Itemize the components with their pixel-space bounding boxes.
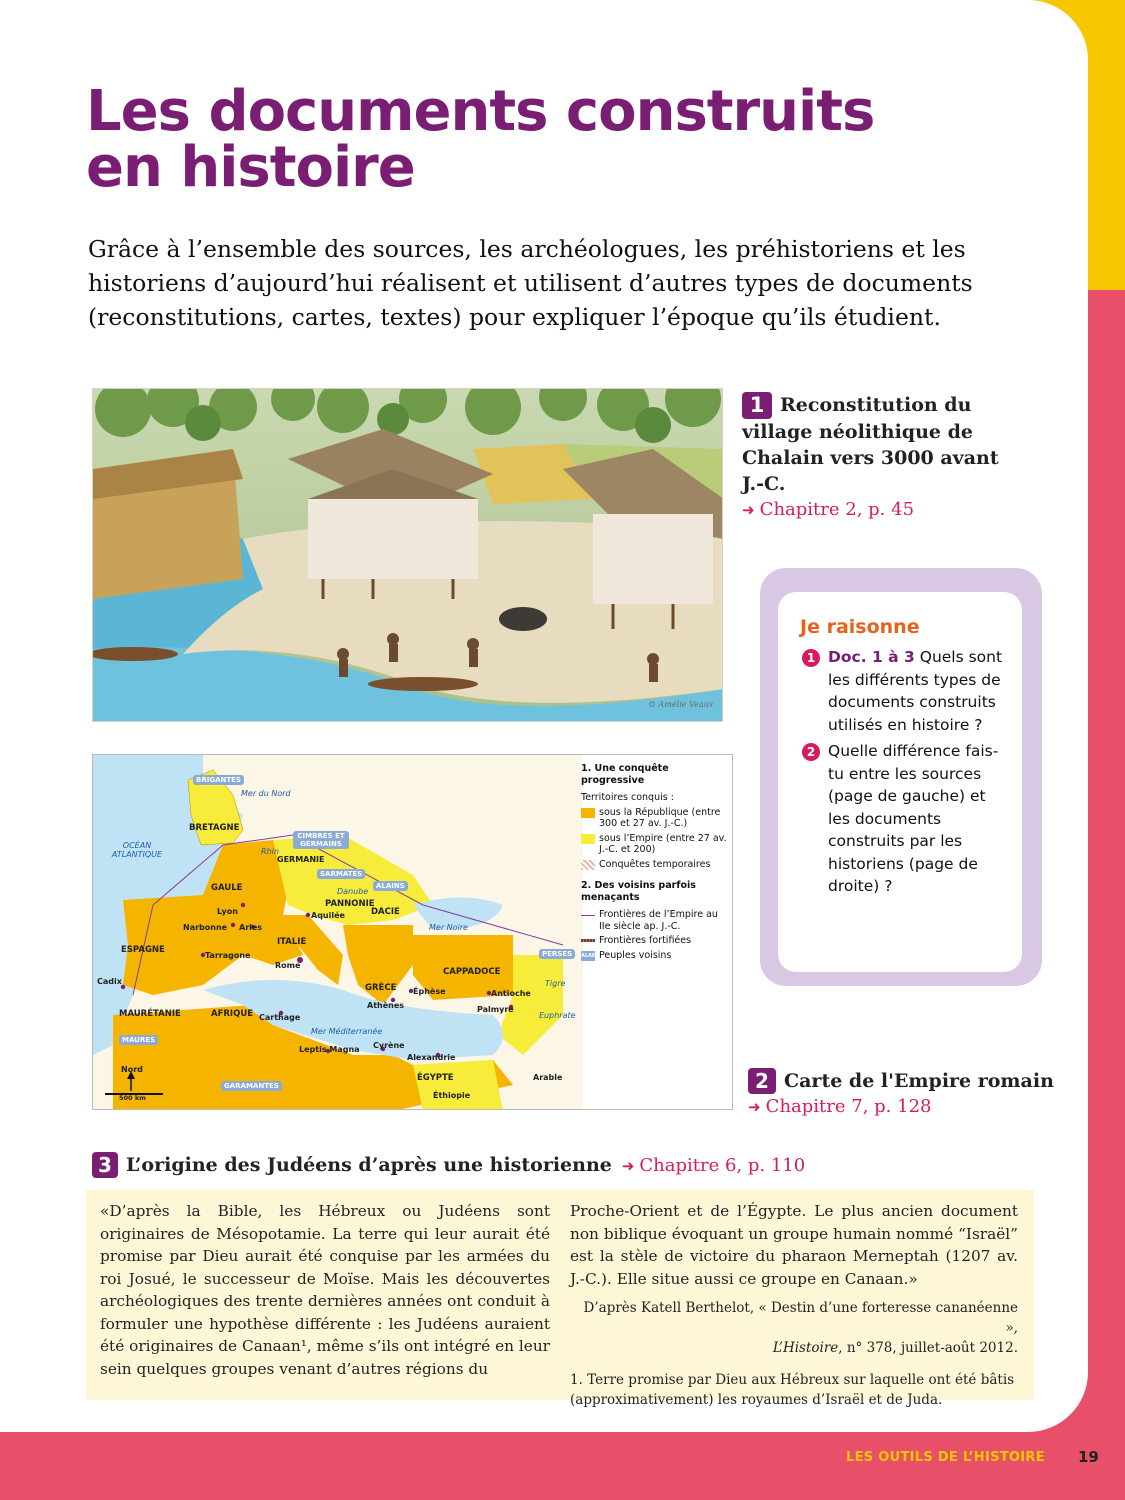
- label-alexandrie: Alexandrie: [407, 1053, 456, 1062]
- doc1-caption: [742, 392, 1002, 523]
- doc3-column-2-text: Proche-Orient et de l’Égypte. Le plus ancien document non biblique évoquant un groupe humain nommé “Israël” est la stèle de victoire du pharaon Merneptah (1207 av. J.-C.). Elle situe aussi ce groupe en Canaan.»: [570, 1202, 1018, 1288]
- label-euphrate: Euphrate: [539, 1011, 576, 1020]
- doc2-caption: [748, 1068, 1068, 1120]
- label-nord: Nord: [121, 1065, 143, 1074]
- label-tarragone: Tarragone: [205, 951, 251, 960]
- doc3-title: L’origine des Judéens d’après une historienne: [126, 1154, 612, 1176]
- doc3-column-1: «D’après la Bible, les Hébreux ou Judéens sont originaires de Mésopotamie. La terre qui leur aurait été promise par Dieu aurait été conquise par les armées du roi Josué, le successeur de Moïse. Mais les découvertes archéologiques des trente dernières années ont conduit à formuler une hypothèse différente : les Judéens auraient été originaires de Canaan¹, même s’ils ont intégré en leur sein quelques groupes venant d’autres régions du: [100, 1202, 550, 1378]
- legend-subheading: Territoires conquis :: [581, 792, 674, 803]
- doc3-source: D’après Katell Berthelot, « Destin d’une forteresse cananéenne », L’Histoire, n° 378, juillet-août 2012.: [583, 1300, 1018, 1356]
- temporary-swatch: [581, 860, 595, 870]
- reason-box: [778, 592, 1022, 972]
- doc3-column-2: [570, 1200, 1018, 1410]
- label-mer-du-nord: Mer du Nord: [241, 789, 291, 798]
- label-arles: Arles: [239, 923, 263, 932]
- frontier-swatch: [581, 915, 595, 916]
- legend-heading-2: 2. Des voisins parfois menaçants: [581, 880, 696, 903]
- label-cappadoce: CAPPADOCE: [443, 967, 501, 977]
- label-ocean: OCÉAN ATLANTIQUE: [111, 841, 163, 859]
- doc2-number-badge: 2: [748, 1068, 776, 1094]
- legend-item-frontier: Frontières de l’Empire au IIe siècle ap. J.-C.: [581, 909, 731, 932]
- peoples-swatch: ALANS: [581, 952, 600, 959]
- doc3-text-box: [86, 1190, 1034, 1408]
- label-lyon: Lyon: [217, 907, 238, 916]
- label-mer-noire: Mer Noire: [429, 923, 468, 932]
- title-line-1: Les documents construits: [86, 79, 875, 144]
- label-scale: 500 km: [119, 1094, 146, 1102]
- label-aquilee: Aquilée: [311, 911, 345, 920]
- intro-paragraph: Grâce à l’ensemble des sources, les archéologues, les préhistoriens et les historiens d’aujourd’hui réalisent et utilisent d’autres types de documents (reconstitutions, cartes, textes) pour expliquer l’époque qu’ils étudient.: [88, 235, 973, 331]
- doc3-caption: [92, 1152, 812, 1179]
- label-italie: ITALIE: [277, 937, 307, 947]
- label-cyrene: Cyrène: [373, 1041, 405, 1050]
- question-1-ref: Doc. 1 à 3: [828, 648, 915, 666]
- label-germanie: GERMANIE: [277, 855, 325, 864]
- label-maures: MAURES: [119, 1035, 158, 1045]
- label-perses: PERSES: [539, 949, 575, 959]
- label-espagne: ESPAGNE: [121, 945, 165, 955]
- legend-item-fortified: Frontières fortifiées: [581, 935, 731, 947]
- label-danube: Danube: [337, 887, 369, 896]
- doc3-chapter-link[interactable]: Chapitre 6, p. 110: [639, 1155, 806, 1176]
- arrow-icon: ➜: [616, 1157, 635, 1175]
- label-ethiopie: Éthiopie: [433, 1091, 471, 1100]
- label-arable: Arable: [533, 1073, 563, 1082]
- label-leptis-magna: Leptis Magna: [299, 1045, 360, 1054]
- label-cadix: Cadix: [97, 977, 122, 986]
- label-egypte: ÉGYPTE: [417, 1073, 454, 1083]
- legend-heading-1: 1. Une conquête progressive: [581, 763, 669, 786]
- label-sarmates: SARMATES: [317, 869, 365, 879]
- arrow-icon: ➜: [742, 501, 755, 519]
- label-mer-mediterranee: Mer Méditerranée: [311, 1027, 383, 1036]
- empire-swatch: [581, 834, 595, 844]
- question-1: [800, 646, 1004, 736]
- label-dacie: DACIE: [371, 907, 400, 917]
- republic-swatch: [581, 808, 595, 818]
- label-afrique: AFRIQUE: [211, 1009, 254, 1019]
- question-2: [800, 740, 1004, 898]
- label-cimbres: CIMBRES ET GERMAINS: [293, 831, 349, 849]
- doc1-number-badge: 1: [742, 392, 772, 419]
- label-alains: ALAINS: [373, 881, 408, 891]
- label-narbonne: Narbonne: [183, 923, 228, 932]
- label-rome: Rome: [275, 961, 301, 970]
- doc3-footnote: 1. Terre promise par Dieu aux Hébreux sur laquelle ont été bâtis (approximativement) les royaumes d’Israël et de Juda.: [570, 1372, 1015, 1408]
- label-palmyre: Palmyre: [477, 1005, 514, 1014]
- arrow-icon: ➜: [748, 1098, 761, 1116]
- title-line-2: en histoire: [86, 135, 415, 200]
- label-garamantes: GARAMANTES: [221, 1081, 282, 1091]
- reason-title: Je raisonne: [800, 616, 920, 638]
- label-gaule: GAULE: [211, 883, 243, 893]
- map-legend: [581, 763, 731, 964]
- label-grece: GRÈCE: [365, 983, 397, 993]
- question-1-number: 1: [802, 649, 820, 667]
- question-2-number: 2: [802, 743, 820, 761]
- question-1-text: Quels sont les différents types de documents construits utilisés en histoire ?: [828, 648, 1003, 734]
- legend-item-temporary: Conquêtes temporaires: [581, 859, 731, 871]
- label-rhin: Rhin: [261, 847, 279, 856]
- page-number: 19: [1078, 1448, 1099, 1466]
- legend-item-empire: sous l’Empire (entre 27 av. J.-C. et 200): [581, 833, 731, 856]
- fortified-swatch: [581, 939, 595, 942]
- label-athenes: Athènes: [367, 1001, 405, 1010]
- doc2-chapter-link[interactable]: Chapitre 7, p. 128: [765, 1096, 932, 1117]
- label-antioche: Antioche: [491, 989, 531, 998]
- doc1-title: Reconstitution du village néolithique de Chalain vers 3000 avant J.-C.: [742, 394, 999, 495]
- doc1-chapter-link[interactable]: Chapitre 2, p. 45: [759, 499, 915, 520]
- label-carthage: Carthage: [259, 1013, 301, 1022]
- label-pannonie: PANNONIE: [325, 899, 375, 909]
- label-brigantes: BRIGANTES: [193, 775, 244, 785]
- legend-item-peoples: ALANS Peuples voisins: [581, 949, 672, 961]
- roman-empire-map: [92, 754, 733, 1110]
- illustration-signature: © Amélie Veaux: [648, 700, 714, 709]
- neolithic-village-illustration: [92, 388, 723, 722]
- label-ephese: Éphèse: [413, 987, 446, 996]
- doc2-title: Carte de l'Empire romain: [784, 1070, 1054, 1092]
- page-title: [86, 79, 1046, 200]
- label-mauretanie: MAURÉTANIE: [119, 1009, 181, 1019]
- label-bretagne: BRETAGNE: [189, 823, 240, 833]
- label-tigre: Tigre: [545, 979, 566, 988]
- footer-section-title: LES OUTILS DE L’HISTOIRE: [846, 1450, 1045, 1465]
- doc3-number-badge: 3: [92, 1152, 118, 1178]
- legend-item-republic: sous la République (entre 300 et 27 av. J.-C.): [581, 807, 731, 830]
- question-2-text: Quelle différence fais-tu entre les sources (page de gauche) et les documents construits par les historiens (page de droite) ?: [828, 742, 999, 895]
